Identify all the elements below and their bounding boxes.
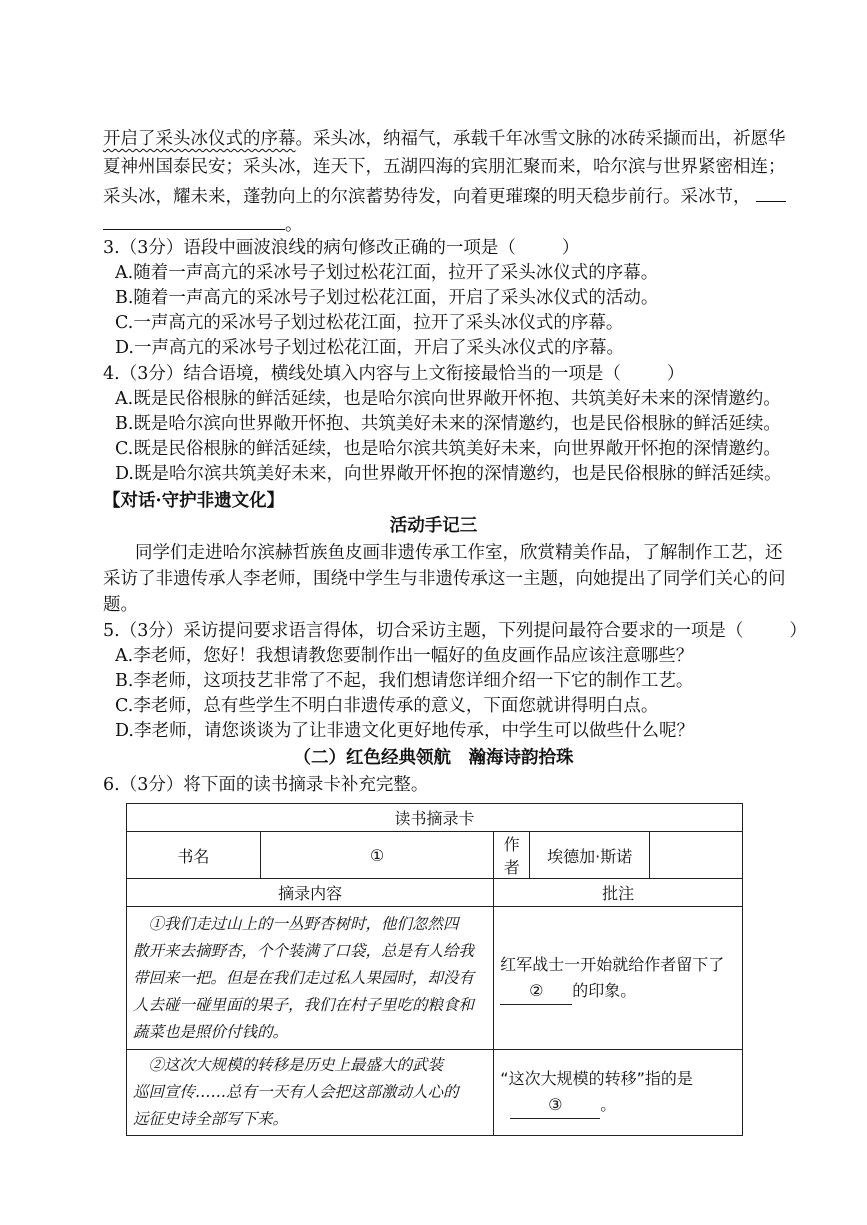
- activity-text-3: 题。: [103, 595, 138, 615]
- q5-option-c: C.李老师，总有些学生不明白非遗传承的意义，下面您就讲得明白点。: [115, 696, 659, 716]
- q4-option-a: A.既是民俗根脉的鲜活延续，也是哈尔滨向世界敞开怀抱、共筑美好未来的深情邀约。: [115, 389, 781, 409]
- note-2: “这次大规模的转移”指的是 ③ 。: [494, 1050, 743, 1136]
- question-5: 5.（3分）采访提问要求语言得体，切合采访主题，下列提问最符合要求的一项是（ ）: [103, 621, 807, 641]
- col-excerpt: 摘录内容: [127, 879, 494, 907]
- wavy-underlined-sentence: 开启了采头冰仪式的序幕: [103, 129, 296, 149]
- activity-text-1: 同学们走进哈尔滨赫哲族鱼皮画非遗传承工作室，欣赏精美作品，了解制作工艺，还: [135, 543, 783, 563]
- q3-option-c: C.一声高亢的采冰号子划过松花江面，拉开了采头冰仪式的序幕。: [115, 313, 624, 333]
- q4-option-c: C.既是民俗根脉的鲜活延续，也是哈尔滨共筑美好未来，向世界敞开怀抱的深情邀约。: [115, 439, 781, 459]
- intro-line-4: 。: [103, 211, 303, 237]
- section-heading: 【对话·守护非遗文化】: [103, 491, 285, 511]
- section-two-heading: （二）红色经典领航 瀚海诗韵拾珠: [293, 748, 574, 768]
- book-blank[interactable]: ①: [260, 832, 494, 879]
- activity-text-2: 采访了非遗传承人李老师，围绕中学生与非遗传承这一主题，向她提出了同学们关心的问: [103, 569, 786, 589]
- q3-option-a: A.随着一声高亢的采冰号子划过松花江面，拉开了采头冰仪式的序幕。: [115, 263, 659, 283]
- note-blank-2[interactable]: ②: [500, 978, 572, 1005]
- q4-option-d: D.既是哈尔滨共筑美好未来，向世界敞开怀抱的深情邀约，也是民俗根脉的鲜活延续。: [115, 464, 782, 484]
- q5-option-a: A.李老师，您好！我想请教您要制作出一幅好的鱼皮画作品应该注意哪些？: [115, 646, 694, 666]
- intro-line-3: 采头冰，耀未来，蓬勃向上的尔滨蓄势待发，向着更璀璨的明天稳步前行。采冰节，: [103, 183, 786, 209]
- question-4: 4.（3分）结合语境，横线处填入内容与上文衔接最恰当的一项是（ ）: [103, 364, 685, 384]
- author-name: 埃德加·斯诺: [530, 832, 650, 879]
- author-label: 作者: [494, 832, 530, 879]
- note-blank-3[interactable]: ③: [510, 1092, 600, 1119]
- book-label: 书名: [127, 832, 261, 879]
- activity-title: 活动手记三: [389, 516, 478, 536]
- excerpt-2: ②这次大规模的转移是历史上最盛大的武装 巡回宣传……总有一天有人会把这部激动人心的 远征史诗全部写下来。: [127, 1050, 494, 1136]
- q5-option-d: D.李老师，请您谈谈为了让非遗文化更好地传承，中学生可以做些什么呢？: [115, 721, 694, 741]
- question-3: 3.（3分）语段中画波浪线的病句修改正确的一项是（ ）: [103, 238, 580, 258]
- intro-line-2: 夏神州国泰民安；采头冰，连天下，五湖四海的宾朋汇聚而来，哈尔滨与世界紧密相连；: [103, 157, 786, 177]
- question-6: 6.（3分）将下面的读书摘录卡补充完整。: [103, 775, 429, 795]
- answer-blank[interactable]: [103, 211, 285, 230]
- q5-option-b: B.李老师，这项技艺非常了不起，我们想请您详细介绍一下它的制作工艺。: [115, 671, 694, 691]
- intro-line-1: 开启了采头冰仪式的序幕。采头冰，纳福气，承载千年冰雪文脉的冰砖采撷而出，祈愿华: [103, 129, 786, 149]
- empty-cell: [650, 832, 743, 879]
- q3-option-d: D.一声高亢的采冰号子划过松花江面，开启了采头冰仪式的序幕。: [115, 338, 624, 358]
- q3-option-b: B.随着一声高亢的采冰号子划过松花江面，开启了采头冰仪式的活动。: [115, 288, 659, 308]
- card-title: 读书摘录卡: [127, 804, 743, 832]
- q4-option-b: B.既是哈尔滨向世界敞开怀抱、共筑美好未来的深情邀约，也是民俗根脉的鲜活延续。: [115, 414, 781, 434]
- col-note: 批注: [494, 879, 743, 907]
- excerpt-1: ①我们走过山上的一丛野杏树时，他们忽然四 散开来去摘野杏，个个装满了口袋，总是有人给我 带回来一把。但是在我们走过私人果园时，却没有 人去碰一碰里面的果子，我们在村子里吃的粮食和 蔬菜也是照价付钱的。: [127, 907, 494, 1050]
- note-1: 红军战士一开始就给作者留下了 ② 的印象。: [494, 907, 743, 1050]
- reading-excerpt-card: [126, 803, 743, 1136]
- answer-blank[interactable]: [756, 183, 786, 202]
